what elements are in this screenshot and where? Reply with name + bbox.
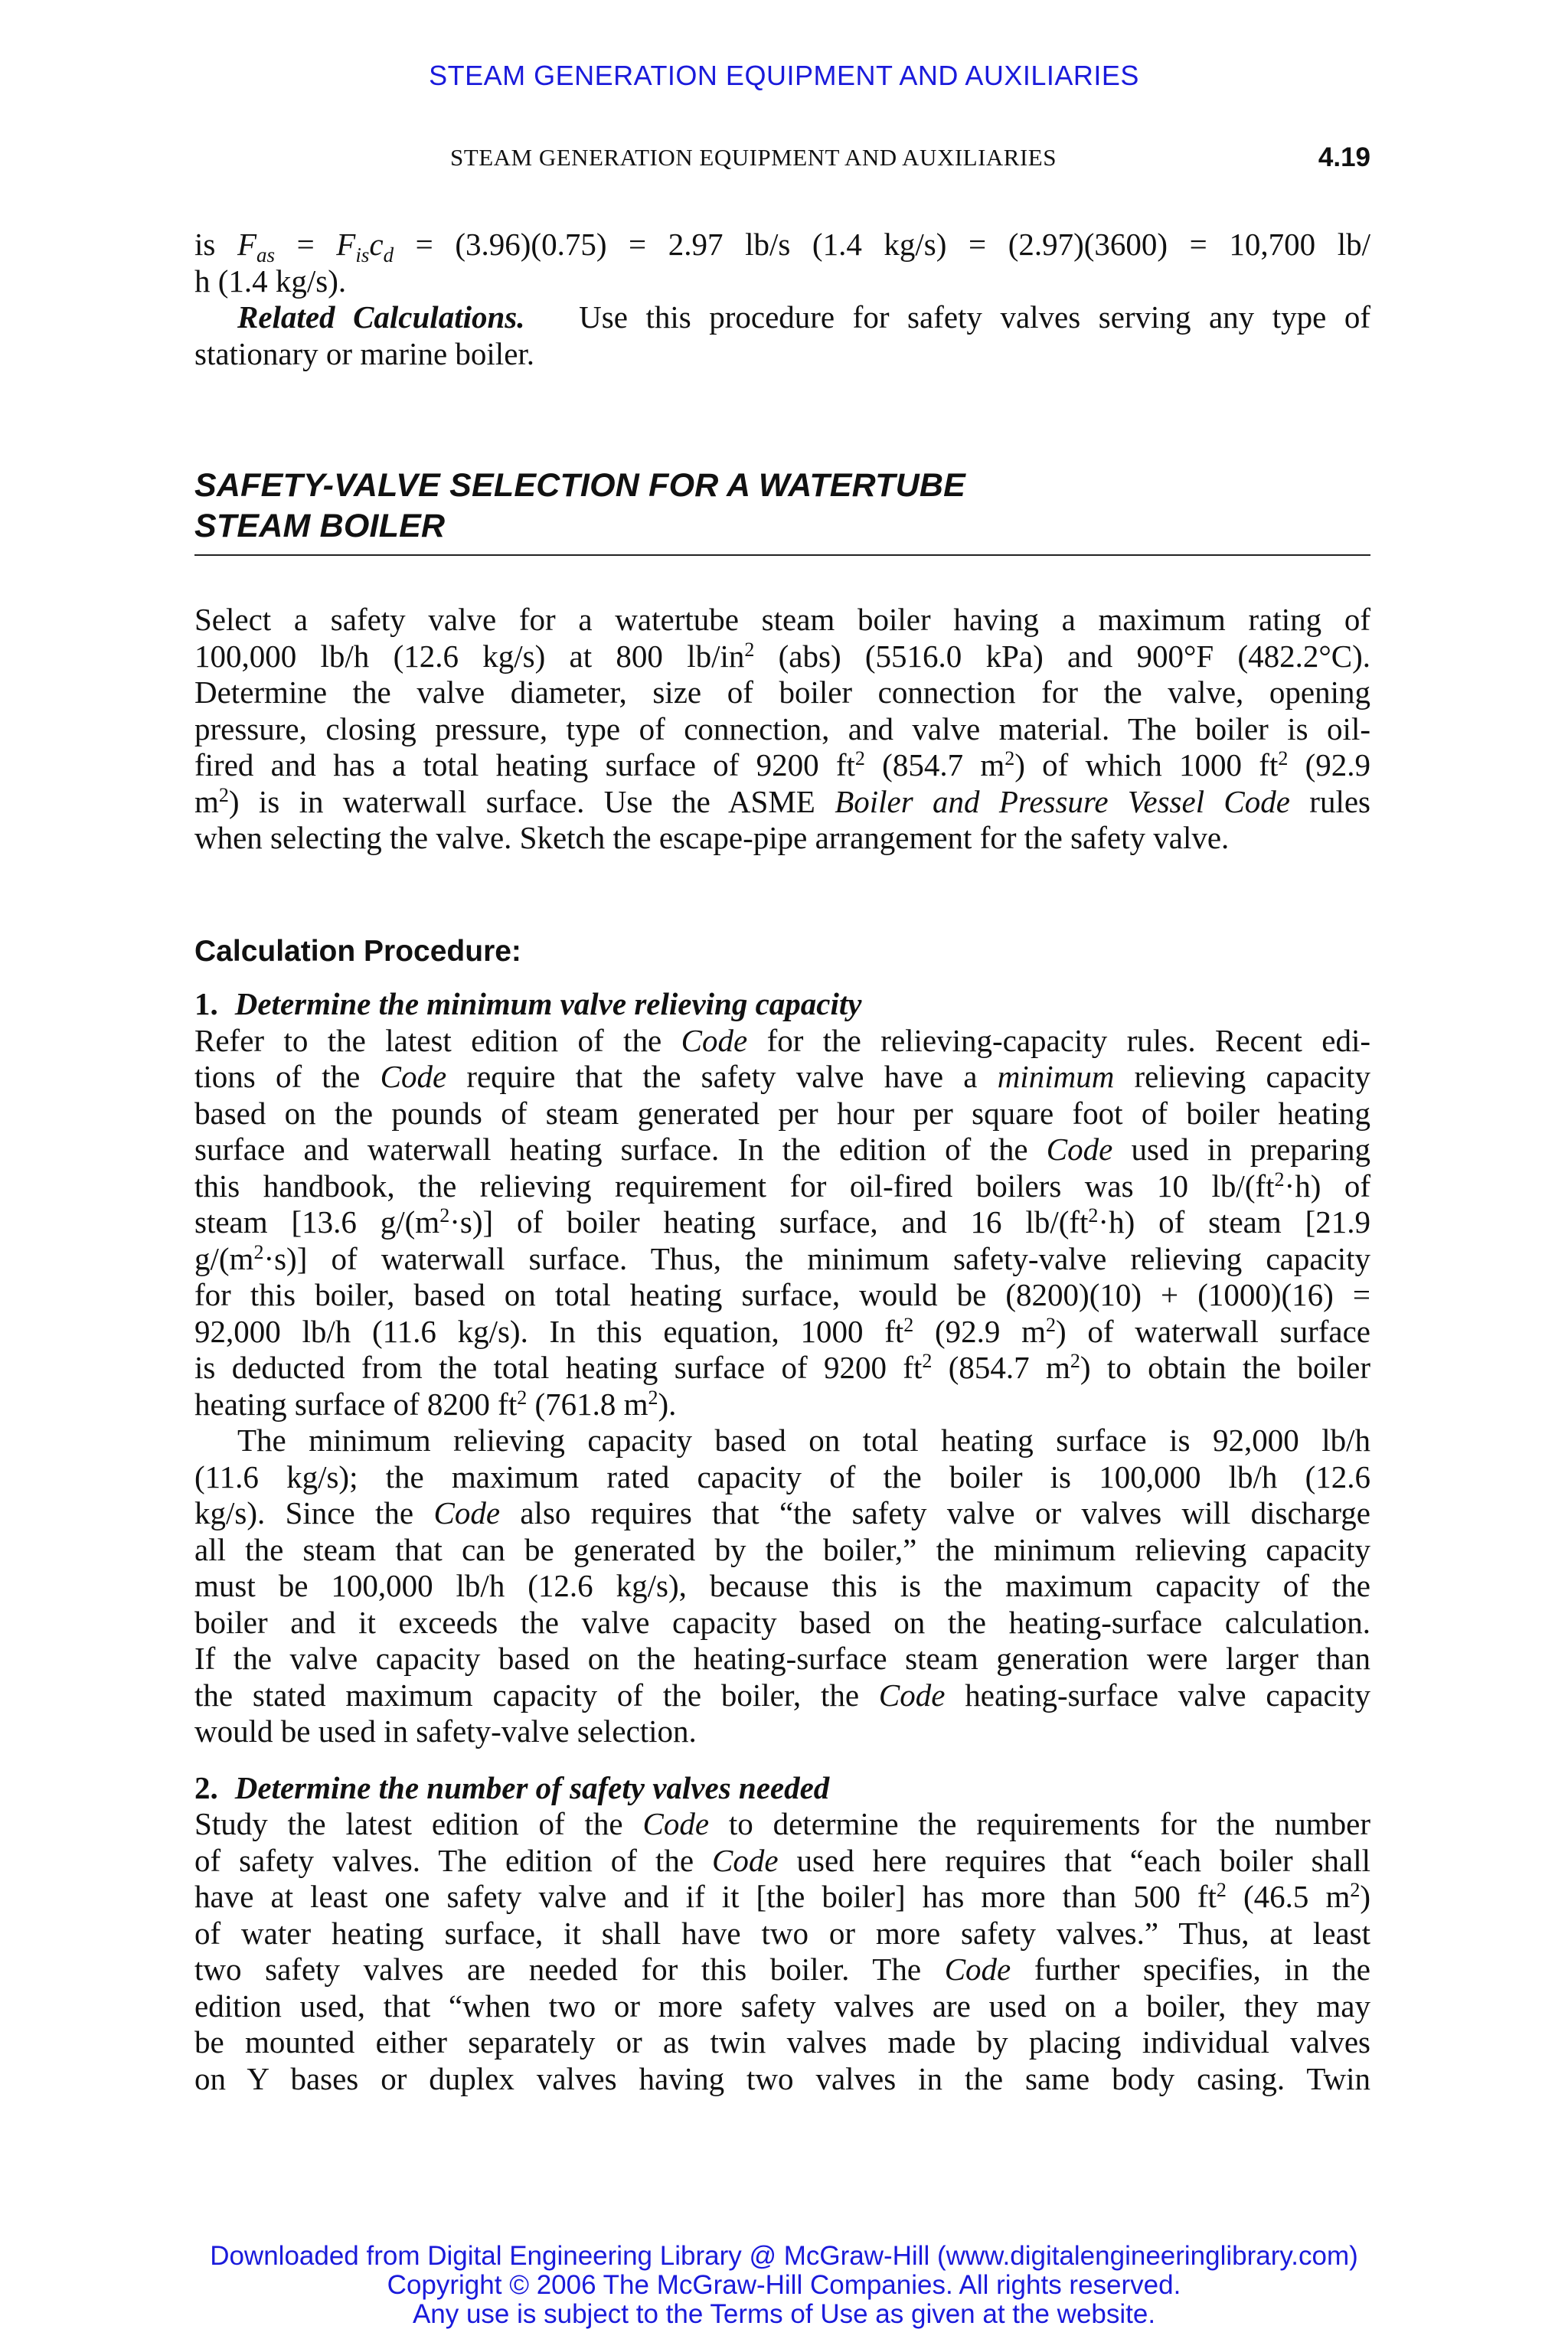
step-1-para2-line: all the steam that can be generated by the boiler,” the minimum relieving capacity (194, 1531, 1370, 1567)
related-text: Use this procedure for safety valves serving any type of (579, 299, 1371, 335)
step-1-line: is deducted from the total heating surface of 9200 $ft^2$ (854.7 $m^2$) to obtain the boiler (194, 1350, 1371, 1385)
step-1-para2-line: kg/s). Since the Code also requires that “the safety valve or valves will discharge (194, 1495, 1371, 1530)
step-1-para2-line: (11.6 kg/s); the maximum rated capacity of the boiler is 100,000 lb/h (12.6 (194, 1459, 1370, 1494)
step-2-line: two safety valves are needed for this boiler. The Code further specifies, in the (194, 1952, 1371, 1987)
step-1-line: $g/(m^2\cdot s)$] of waterwall surface. Thus, the minimum safety-valve relieving capacity (194, 1240, 1370, 1276)
section-title-line2: STEAM BOILER (194, 508, 446, 544)
running-head-title: STEAM GENERATION EQUIPMENT AND AUXILIARIES (450, 144, 1057, 171)
problem-line: pressure, closing pressure, type of connection, and valve material. The boiler is oil- (194, 710, 1370, 746)
problem-line: when selecting the valve. Sketch the escape-pipe arrangement for the safety valve. (194, 820, 1230, 855)
problem-line: $m^2$) is in waterwall surface. Use the ASME Boiler and Pressure Vessel Code rules (194, 783, 1370, 819)
step-1-para2-line: must be 100,000 lb/h (12.6 kg/s), because this is the maximum capacity of the (194, 1568, 1370, 1603)
problem-line: Determine the valve diameter, size of boiler connection for the valve, opening (194, 675, 1370, 710)
footer-copyright: Copyright © 2006 The McGraw-Hill Companies. All rights reserved. (387, 2270, 1181, 2300)
section-title-line1: SAFETY-VALVE SELECTION FOR A WATERTUBE (194, 467, 965, 504)
step-1-line: tions of the Code require that the safety valve have a minimum relieving capacity (194, 1059, 1371, 1094)
step-2-heading: 2. Determine the number of safety valves needed (194, 1769, 830, 1805)
step-1 (194, 986, 1370, 1750)
step-1-line: surface and waterwall heating surface. In the edition of the Code used in preparing (194, 1132, 1371, 1167)
page-number: 4.19 (1318, 142, 1370, 172)
calculation-procedure-heading: Calculation Procedure: (194, 934, 521, 968)
step-2-line: Study the latest edition of the Code to determine the requirements for the number (194, 1806, 1370, 1841)
step-2-line: edition used, that “when two or more safety valves are used on a boiler, they may (194, 1988, 1370, 2024)
step-1-line: steam [13.6 $g/(m^2\cdot s)$] of boiler heating surface, and 16 $lb/(ft^2\cdot h)$ of steam [21.9 (194, 1204, 1370, 1240)
step-1-line: heating surface of 8200 $ft^2$ (761.8 $m^2$). (194, 1386, 677, 1422)
step-1-para2-line: boiler and it exceeds the valve capacity based on the heating-surface calculation. (194, 1604, 1370, 1640)
step-1-line: based on the pounds of steam generated per hour per square foot of boiler heating (194, 1095, 1370, 1131)
step-1-line: this handbook, the relieving requirement for oil-fired boilers was 10 $lb/(ft^2\cdot h)$ of (194, 1168, 1370, 1204)
step-1-line: 92,000 lb/h (11.6 kg/s). In this equation, 1000 $ft^2$ (92.9 $m^2$) of waterwall surface (194, 1313, 1371, 1349)
related-text-2: stationary or marine boiler. (194, 335, 535, 371)
step-1-para2-line: The minimum relieving capacity based on total heating surface is 92,000 lb/h (237, 1423, 1370, 1458)
step-2-line: have at least one safety valve and if it [the boiler] has more than 500 $ft^2$ (46.5 $m^2$) (194, 1879, 1370, 1914)
problem-line: Select a safety valve for a watertube steam boiler having a maximum rating of (194, 602, 1370, 637)
step-2-line: of water heating surface, it shall have two or more safety valves.” Thus, at least (194, 1915, 1370, 1951)
carryover-line: is $F_{as} = F_{is}c_d = (3.96)(0.75) = 2.97$ lb/s (1.4 kg/s) = (2.97)(3600) = 10,700 lb/ (194, 227, 1370, 266)
step-1-line: Refer to the latest edition of the Code for the relieving-capacity rules. Recent edi- (194, 1022, 1371, 1058)
page-body (194, 227, 1370, 2097)
problem-line: 100,000 lb/h (12.6 kg/s) at 800 $lb/in^2$ (abs) (5516.0 kPa) and 900°F (482.2°C). (194, 638, 1371, 674)
step-2-line: on Y bases or duplex valves having two valves in the same body casing. Twin (194, 2060, 1370, 2096)
footer-download-link[interactable]: Downloaded from Digital Engineering Library @ McGraw-Hill (www.digitalengineeringlibrary.com) (210, 2241, 1358, 2271)
download-banner-title[interactable]: STEAM GENERATION EQUIPMENT AND AUXILIARIES (429, 60, 1139, 91)
step-1-line: for this boiler, based on total heating surface, would be (8200)(10) + (1000)(16) = (194, 1277, 1370, 1312)
step-1-heading: 1. Determine the minimum valve relieving capacity (194, 986, 862, 1021)
footer-terms-link[interactable]: Any use is subject to the Terms of Use as given at the website. (412, 2299, 1156, 2329)
carryover-line-2: h (1.4 kg/s). (194, 263, 347, 299)
problem-line: fired and has a total heating surface of 9200 $ft^2$ (854.7 $m^2$) of which 1000 $ft^2$ (92.9 (194, 747, 1371, 782)
related-label: Related Calculations. (237, 299, 525, 335)
step-2 (194, 1770, 1370, 2098)
problem-statement (194, 602, 1370, 857)
step-2-line: be mounted either separately or as twin valves made by placing individual valves (194, 2024, 1370, 2060)
step-1-para2-line: the stated maximum capacity of the boiler, the Code heating-surface valve capacity (194, 1677, 1370, 1713)
step-1-para2-line: If the valve capacity based on the heating-surface steam generation were larger than (194, 1641, 1370, 1676)
step-2-line: of safety valves. The edition of the Code used here requires that “each boiler shall (194, 1842, 1371, 1878)
carryover-equation: = (3.96)(0.75) = 2.97 lb/s (1.4 kg/s) = (2.97)(3600) = 10,700 lb/ (394, 227, 1370, 262)
running-head (194, 144, 1370, 175)
copyright-footer (0, 2242, 1568, 2329)
related-calculations (194, 299, 1370, 336)
step-1-para2-line: would be used in safety-valve selection. (194, 1713, 697, 1749)
section-title (194, 466, 1370, 556)
